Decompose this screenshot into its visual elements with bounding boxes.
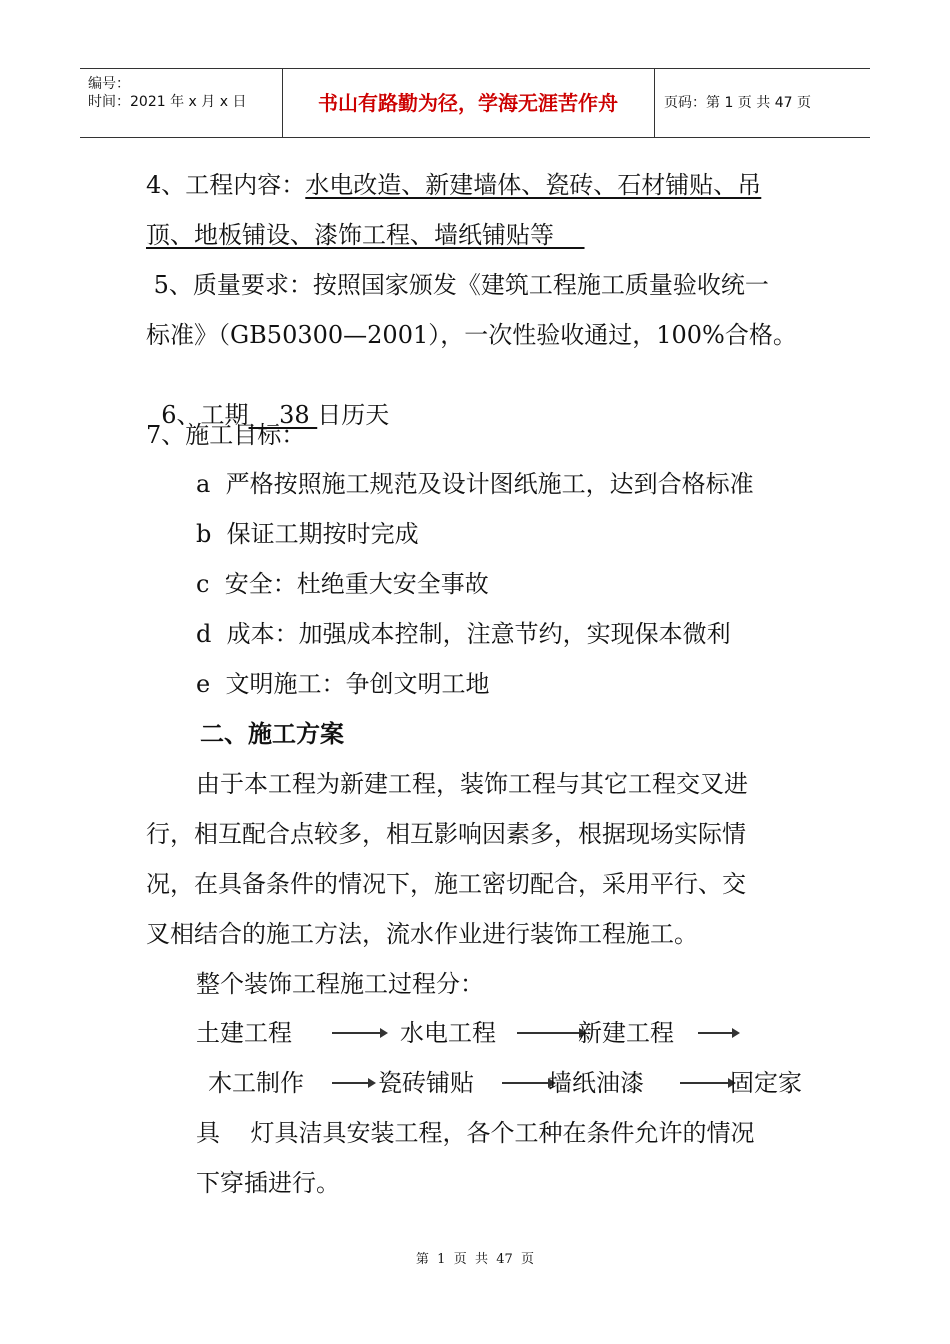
flow-arrow-5 bbox=[502, 1082, 550, 1084]
flow-arrow-6 bbox=[680, 1082, 730, 1084]
flow-arrow-1 bbox=[332, 1032, 382, 1034]
flow-step-wallpaper-paint: 墙纸油漆 bbox=[548, 1069, 644, 1097]
paragraph-line1: 由于本工程为新建工程，装饰工程与其它工程交叉进 bbox=[196, 770, 748, 798]
item6-prefix: 6、工期 bbox=[161, 401, 249, 429]
paragraph-line4: 叉相结合的施工方法，流水作业进行装饰工程施工。 bbox=[146, 920, 698, 948]
flow-arrow-4 bbox=[332, 1082, 370, 1084]
flow-step-new-build: 新建工程 bbox=[578, 1019, 674, 1047]
flow-line4: 下穿插进行。 bbox=[196, 1169, 340, 1197]
goal-c: c 安全：杜绝重大安全事故 bbox=[196, 570, 489, 598]
page-footer: 第 1 页 共 47 页 bbox=[415, 1252, 535, 1267]
item6-suffix: 日历天 bbox=[317, 401, 390, 429]
item6-duration: 38 bbox=[248, 401, 318, 429]
item5-line1: 5、质量要求：按照国家颁发《建筑工程施工质量验收统一 bbox=[146, 271, 769, 299]
item5-line2: 标准》（GB50300—2001），一次性验收通过，100%合格。 bbox=[146, 321, 797, 349]
goal-a: a 严格按照施工规范及设计图纸施工，达到合格标准 bbox=[196, 470, 754, 498]
section2-title: 二、施工方案 bbox=[200, 720, 344, 748]
flow-step-carpentry: 木工制作 bbox=[208, 1069, 304, 1097]
header-meta-cell bbox=[80, 69, 283, 137]
time-label: 时间：2021 年 x 月 x 日 bbox=[88, 94, 247, 110]
paragraph-line2: 行，相互配合点较多，相互影响因素多，根据现场实际情 bbox=[146, 820, 746, 848]
item4-content-1: 水电改造、新建墙体、瓷砖、石材铺贴、吊 bbox=[305, 171, 762, 199]
flow-step-tiling: 瓷砖铺贴 bbox=[378, 1069, 474, 1097]
number-label: 编号： bbox=[88, 76, 130, 92]
item4-line2: 顶、地板铺设、漆饰工程、墙纸铺贴等 bbox=[146, 221, 585, 249]
item4-prefix: 4、工程内容： bbox=[146, 171, 306, 199]
item7-title: 7、施工目标： bbox=[146, 421, 306, 449]
flow-step-plumbing: 水电工程 bbox=[400, 1019, 496, 1047]
flow-arrow-2 bbox=[517, 1032, 581, 1034]
goal-b: b 保证工期按时完成 bbox=[196, 520, 419, 548]
flow-step-civil: 土建工程 bbox=[196, 1019, 292, 1047]
flow-step-fixed-furniture: 固定家 bbox=[730, 1069, 802, 1097]
header-table bbox=[80, 68, 870, 138]
process-intro: 整个装饰工程施工过程分： bbox=[196, 970, 484, 998]
header-page-label: 页码：第 1 页 共 47 页 bbox=[664, 95, 811, 111]
header-motto: 书山有路勤为径，学海无涯苦作舟 bbox=[282, 69, 655, 137]
item4-line1 bbox=[146, 170, 761, 200]
goal-d: d 成本：加强成本控制，注意节约，实现保本微利 bbox=[196, 620, 731, 648]
goal-e: e 文明施工：争创文明工地 bbox=[196, 670, 490, 698]
paragraph-line3: 况，在具备条件的情况下，施工密切配合，采用平行、交 bbox=[146, 870, 746, 898]
flow-line3: 具 灯具洁具安装工程，各个工种在条件允许的情况 bbox=[196, 1119, 755, 1147]
flow-arrow-3 bbox=[698, 1032, 734, 1034]
